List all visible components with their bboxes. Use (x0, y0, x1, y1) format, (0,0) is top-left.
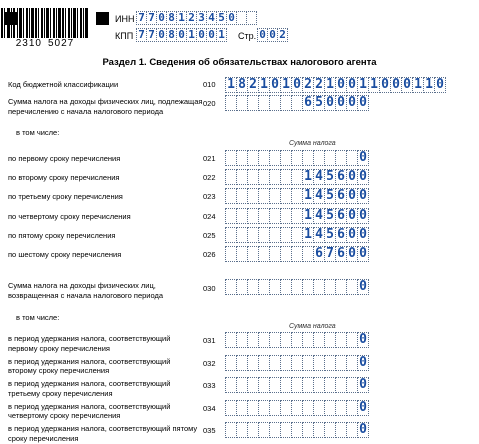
group2-row-label: в период удержания налога, соответствующий пятому сроку перечисления (8, 424, 198, 443)
form-cell: 0 (346, 169, 358, 185)
form-cell: 5 (216, 11, 227, 25)
form-cell (246, 11, 257, 25)
form-cell: 5 (324, 208, 336, 224)
form-cell: 0 (357, 355, 369, 371)
form-cell: 0 (156, 11, 167, 25)
form-cell: 7 (136, 28, 147, 42)
group1-row-code: 021 (203, 154, 216, 163)
form-cell: 1 (357, 77, 369, 93)
group2-in-total: в том числе: (16, 313, 60, 322)
group1-row-code: 022 (203, 173, 216, 183)
form-cell: 0 (291, 77, 303, 93)
form-cell: 0 (346, 95, 358, 111)
form-cell: 6 (335, 246, 347, 262)
form-cell: 1 (258, 77, 270, 93)
total-tax-label: Сумма налога на доходы физических лиц, подлежащая перечислению с начала налогового периода (8, 97, 203, 116)
group1-row-cells (225, 227, 368, 243)
form-cell: 1 (280, 77, 292, 93)
form-cell: 0 (346, 246, 358, 262)
form-cell: 6 (302, 95, 314, 111)
returned-tax-cells (225, 279, 368, 295)
form-cell: 0 (324, 95, 336, 111)
page-label: Стр. (238, 31, 257, 41)
section-title: Раздел 1. Сведения об обязательствах налогового агента (102, 57, 377, 68)
form-cell: 7 (136, 11, 147, 25)
group1-row-label: по шестому сроку перечисления (8, 250, 122, 259)
group2-row-cells (225, 332, 368, 348)
form-cell: 0 (357, 400, 369, 416)
kpp-label: КПП (115, 31, 134, 41)
form-cell: 1 (302, 208, 314, 224)
form-cell: 0 (346, 227, 358, 243)
form-cell: 2 (186, 11, 197, 25)
form-cell: 7 (324, 246, 336, 262)
kpp-cells (136, 28, 226, 42)
form-cell: 2 (247, 77, 259, 93)
group1-row-cells (225, 169, 368, 185)
total-tax-code: 020 (203, 99, 216, 108)
form-cell: 0 (357, 188, 369, 204)
form-cell: 0 (267, 28, 278, 42)
form-cell: 6 (335, 208, 347, 224)
group2-row-cells (225, 400, 368, 416)
barcode-digits-left: 2310 (15, 38, 42, 49)
group1-caption: Сумма налога (289, 140, 336, 147)
group2-row-code: 031 (203, 336, 216, 345)
form-cell: 5 (313, 95, 325, 111)
form-cell: 6 (335, 188, 347, 204)
form-cell: 6 (335, 169, 347, 185)
group1-row-cells (225, 188, 368, 204)
form-cell: 1 (302, 169, 314, 185)
form-cell: 1 (302, 227, 314, 243)
corner-marker-left (4, 12, 17, 25)
kbk-cells (225, 77, 445, 93)
group2-row-code: 034 (203, 403, 216, 413)
group1-row-code: 023 (203, 192, 216, 202)
form-cell: 0 (335, 95, 347, 111)
group2-row-label: в период удержания налога, соответствующий первому сроку перечисления (8, 334, 171, 353)
form-cell: 0 (357, 377, 369, 393)
form-cell: 0 (196, 28, 207, 42)
group1-row-label: по второму сроку перечисления (8, 173, 120, 183)
form-cell: 5 (324, 227, 336, 243)
form-cell: 1 (186, 28, 197, 42)
form-cell: 0 (357, 150, 369, 166)
group1-row-label: по четвертому сроку перечисления (8, 211, 131, 221)
form-cell: 0 (176, 28, 187, 42)
form-cell: 1 (423, 77, 435, 93)
form-cell: 8 (236, 77, 248, 93)
form-cell: 0 (390, 77, 402, 93)
form-cell: 2 (313, 77, 325, 93)
form-cell: 3 (196, 11, 207, 25)
group2-row-label: в период удержания налога, соответствующий второму сроку перечисления (8, 356, 171, 375)
form-cell: 1 (412, 77, 424, 93)
group1-row-cells (225, 208, 368, 224)
form-cell: 0 (346, 77, 358, 93)
form-cell: 4 (313, 208, 325, 224)
form-cell: 7 (146, 28, 157, 42)
form-cell: 2 (302, 77, 314, 93)
form-cell: 0 (357, 227, 369, 243)
group1-row-label: по первому сроку перечисления (8, 154, 121, 163)
group1-row-code: 025 (203, 230, 216, 240)
returned-tax-label: Сумма налога на доходы физических лиц, возвращенная с начала налогового периода (8, 281, 164, 300)
group1-row-label: по пятому сроку перечисления (8, 230, 116, 240)
barcode-digits-right: 5027 (48, 38, 75, 49)
form-cell: 0 (401, 77, 413, 93)
form-cell: 0 (206, 28, 217, 42)
form-cell: 4 (206, 11, 217, 25)
form-cell: 8 (166, 11, 177, 25)
form-cell: 1 (368, 77, 380, 93)
returned-tax-code: 030 (203, 284, 216, 293)
group2-row-code: 032 (203, 358, 216, 368)
inn-cells (136, 11, 256, 25)
kbk-label: Код бюджетной классификации (8, 80, 119, 89)
form-cell: 0 (379, 77, 391, 93)
form-cell: 0 (346, 188, 358, 204)
inn-label: ИНН (115, 14, 135, 24)
form-cell: 0 (357, 169, 369, 185)
form-cell: 0 (257, 28, 268, 42)
form-cell: 1 (302, 188, 314, 204)
form-cell: 5 (324, 169, 336, 185)
group2-row-cells (225, 422, 368, 438)
group1-row-code: 024 (203, 211, 216, 221)
group1-row-cells (225, 150, 368, 166)
form-cell: 6 (335, 227, 347, 243)
form-cell: 0 (269, 77, 281, 93)
group1-in-total: в том числе: (16, 128, 60, 137)
group2-row-label: в период удержания налога, соответствующий четвертому сроку перечисления (8, 401, 171, 420)
form-cell: 7 (146, 11, 157, 25)
group1-row-cells (225, 246, 368, 262)
group1-row-label: по третьему сроку перечисления (8, 192, 123, 202)
form-cell: 0 (335, 77, 347, 93)
form-cell: 0 (357, 95, 369, 111)
kbk-code: 010 (203, 80, 216, 89)
form-cell: 0 (357, 279, 369, 295)
form-cell: 1 (176, 11, 187, 25)
form-cell: 0 (434, 77, 446, 93)
form-cell: 0 (357, 208, 369, 224)
group2-row-cells (225, 355, 368, 371)
form-cell: 8 (166, 28, 177, 42)
form-cell: 1 (324, 77, 336, 93)
form-cell: 0 (346, 208, 358, 224)
form-cell: 4 (313, 227, 325, 243)
form-cell: 0 (357, 246, 369, 262)
form-cell: 0 (156, 28, 167, 42)
page-number-cells (257, 28, 287, 42)
corner-marker-right (96, 12, 109, 25)
total-tax-cells (225, 95, 368, 111)
group2-row-code: 033 (203, 381, 216, 390)
form-cell: 4 (313, 188, 325, 204)
form-cell: 1 (225, 77, 237, 93)
form-cell: 5 (324, 188, 336, 204)
group2-caption: Сумма налога (289, 323, 336, 330)
group2-row-cells (225, 377, 368, 393)
group1-row-code: 026 (203, 250, 216, 259)
form-cell: 0 (357, 332, 369, 348)
form-cell: 4 (313, 169, 325, 185)
group2-row-label: в период удержания налога, соответствующий третьему сроку перечисления (8, 379, 171, 398)
group2-row-code: 035 (203, 426, 216, 435)
barcode-number (0, 38, 90, 50)
form-cell: 0 (226, 11, 237, 25)
form-cell: 0 (357, 422, 369, 438)
form-cell: 1 (216, 28, 227, 42)
form-cell: 2 (277, 28, 288, 42)
form-cell: 6 (313, 246, 325, 262)
